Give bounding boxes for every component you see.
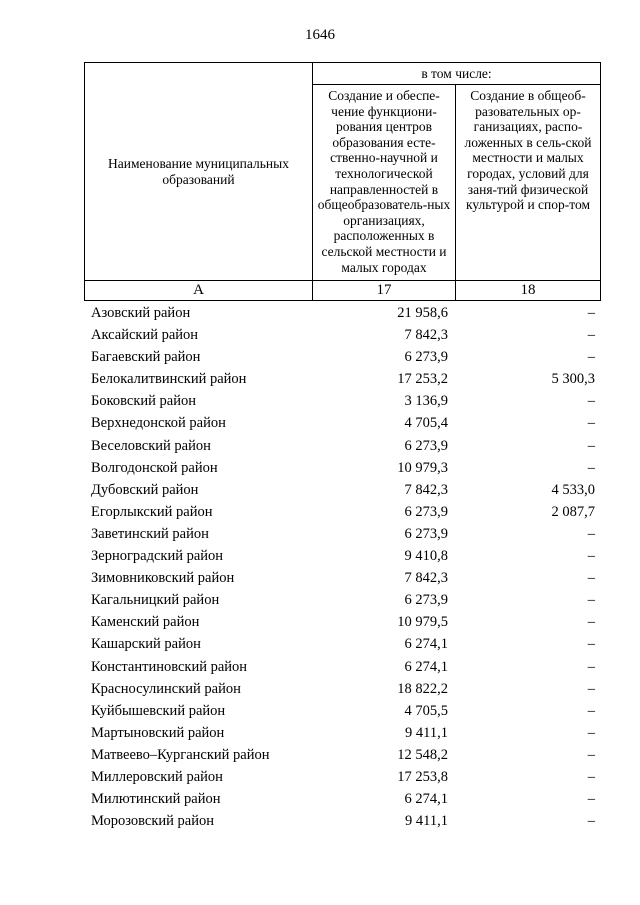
value-col-18: – bbox=[587, 658, 595, 675]
value-col-17: 21 958,6 bbox=[397, 305, 448, 321]
column-letter-a: А bbox=[85, 281, 313, 301]
table-row bbox=[84, 346, 600, 368]
table-row bbox=[84, 788, 600, 810]
municipality-name: Волгодонской район bbox=[91, 459, 218, 476]
value-col-17: 3 136,9 bbox=[404, 393, 448, 410]
table-row bbox=[84, 700, 600, 722]
value-col-18: – bbox=[587, 724, 595, 741]
municipality-name: Константиновский район bbox=[91, 658, 248, 675]
value-col-18: 5 300,3 bbox=[551, 371, 595, 388]
value-col-17: 9 410,8 bbox=[404, 548, 448, 565]
value-col-18: – bbox=[587, 525, 595, 542]
group-header: в том числе: bbox=[313, 63, 601, 85]
value-col-18: – bbox=[587, 327, 595, 344]
table-row bbox=[84, 390, 600, 412]
value-col-17: 18 822,2 bbox=[397, 680, 448, 697]
value-col-18: – bbox=[587, 415, 595, 432]
table-row bbox=[84, 523, 600, 545]
municipality-name: Егорлыкский район bbox=[91, 503, 213, 520]
table-row bbox=[84, 744, 600, 766]
municipality-name: Матвеево–Курганский район bbox=[91, 746, 270, 763]
table-row bbox=[84, 435, 600, 457]
municipality-name: Верхнедонской район bbox=[91, 415, 226, 432]
municipality-name: Зерноградский район bbox=[91, 548, 224, 565]
value-col-18: – bbox=[587, 746, 595, 763]
municipality-name: Красносулинский район bbox=[91, 680, 241, 697]
value-col-18: 2 087,7 bbox=[551, 503, 595, 520]
column-17-header: Создание и обеспе-чение функциони-рования центров образования есте-ственно-научной и технологической направленностей в общеобразователь-ных организациях, расположенных в сельской местности и малых городах bbox=[313, 85, 456, 281]
value-col-17: 6 273,9 bbox=[404, 503, 448, 520]
municipality-name: Багаевский район bbox=[91, 349, 201, 366]
municipality-name: Веселовский район bbox=[91, 437, 211, 454]
value-col-18: – bbox=[587, 349, 595, 366]
table-row bbox=[84, 412, 600, 434]
value-col-17: 4 705,4 bbox=[404, 415, 448, 432]
value-col-17: 6 274,1 bbox=[404, 791, 448, 808]
value-col-17: 6 274,1 bbox=[404, 658, 448, 675]
value-col-18: – bbox=[587, 636, 595, 653]
municipality-name: Милютинский район bbox=[91, 791, 221, 808]
value-col-17: 9 411,1 bbox=[405, 813, 448, 830]
table-row bbox=[84, 567, 600, 589]
table-header bbox=[84, 62, 601, 301]
municipality-name: Кашарский район bbox=[91, 636, 201, 653]
value-col-17: 7 842,3 bbox=[404, 570, 448, 587]
value-col-17: 6 273,9 bbox=[404, 437, 448, 454]
value-col-17: 17 253,2 bbox=[397, 371, 448, 388]
municipality-name: Каменский район bbox=[91, 614, 200, 631]
column-18-header: Создание в общеоб-разовательных ор-ганизациях, распо-ложенных в сель-ской местности и малых городах, условий для заня-тий физической культурой и спор-том bbox=[456, 85, 601, 281]
value-col-17: 6 274,1 bbox=[404, 636, 448, 653]
value-col-17: 10 979,5 bbox=[397, 614, 448, 631]
value-col-18: – bbox=[587, 437, 595, 454]
value-col-18: – bbox=[587, 791, 595, 808]
value-col-17: 6 273,9 bbox=[404, 592, 448, 609]
municipality-name: Морозовский район bbox=[91, 813, 215, 830]
value-col-17: 17 253,8 bbox=[397, 768, 448, 785]
table-row bbox=[84, 611, 600, 633]
value-col-17: 6 273,9 bbox=[404, 349, 448, 366]
table-row bbox=[84, 766, 600, 788]
value-col-18: – bbox=[587, 680, 595, 697]
value-col-18: – bbox=[587, 393, 595, 410]
value-col-17: 7 842,3 bbox=[404, 481, 448, 498]
page-number: 1646 bbox=[305, 27, 335, 43]
municipality-column-header: Наименование муниципальных образований bbox=[85, 63, 313, 281]
table-row bbox=[84, 368, 600, 390]
municipality-name: Боковский район bbox=[91, 393, 196, 410]
table-row bbox=[84, 633, 600, 655]
value-col-17: 6 273,9 bbox=[404, 525, 448, 542]
table-row bbox=[84, 479, 600, 501]
municipality-name: Мартыновский район bbox=[91, 724, 225, 741]
municipality-name: Дубовский район bbox=[91, 481, 199, 498]
value-col-18: 4 533,0 bbox=[551, 481, 595, 498]
table-row bbox=[84, 457, 600, 479]
value-col-18: – bbox=[587, 813, 595, 830]
value-col-18: – bbox=[587, 548, 595, 565]
column-number-18: 18 bbox=[456, 281, 601, 301]
table-row bbox=[84, 324, 600, 346]
table-row bbox=[84, 589, 600, 611]
municipality-name: Азовский район bbox=[91, 305, 191, 321]
value-col-17: 4 705,5 bbox=[404, 702, 448, 719]
table-row bbox=[84, 302, 600, 324]
municipality-name: Миллеровский район bbox=[91, 768, 223, 785]
table-row bbox=[84, 722, 600, 744]
table-row bbox=[84, 656, 600, 678]
value-col-18: – bbox=[587, 459, 595, 476]
value-col-17: 12 548,2 bbox=[397, 746, 448, 763]
value-col-18: – bbox=[587, 768, 595, 785]
table-row bbox=[84, 678, 600, 700]
value-col-17: 10 979,3 bbox=[397, 459, 448, 476]
table-body bbox=[84, 302, 600, 832]
table-row bbox=[84, 545, 600, 567]
table-row bbox=[84, 501, 600, 523]
municipality-name: Аксайский район bbox=[91, 327, 199, 344]
municipality-name: Заветинский район bbox=[91, 525, 209, 542]
value-col-18: – bbox=[587, 570, 595, 587]
value-col-18: – bbox=[587, 305, 595, 321]
municipality-name: Куйбышевский район bbox=[91, 702, 226, 719]
value-col-18: – bbox=[587, 702, 595, 719]
municipality-name: Зимовниковский район bbox=[91, 570, 235, 587]
table-row bbox=[84, 810, 600, 832]
municipality-name: Белокалитвинский район bbox=[91, 371, 247, 388]
municipality-name: Кагальницкий район bbox=[91, 592, 220, 609]
value-col-17: 9 411,1 bbox=[405, 724, 448, 741]
column-number-17: 17 bbox=[313, 281, 456, 301]
value-col-18: – bbox=[587, 592, 595, 609]
value-col-18: – bbox=[587, 614, 595, 631]
value-col-17: 7 842,3 bbox=[404, 327, 448, 344]
